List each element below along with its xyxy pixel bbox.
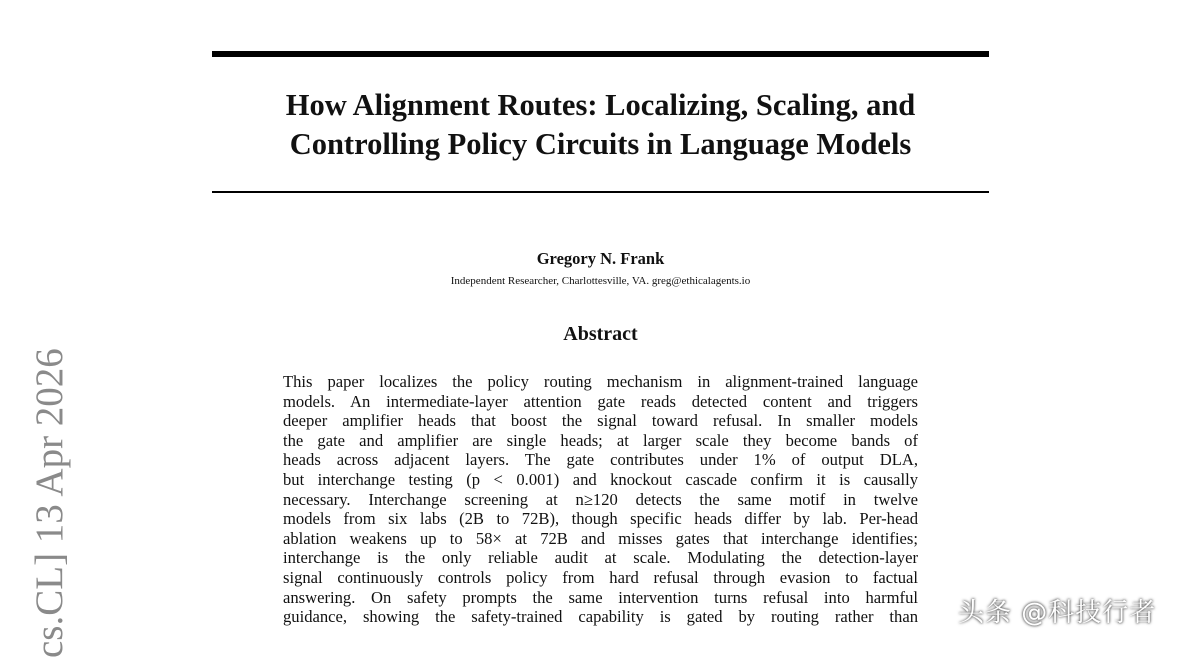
abstract-line: models. An intermediate-layer attention gate reads detected content and triggers xyxy=(283,391,918,411)
abstract-line: signal continuously controls policy from hard refusal through evasion to factual xyxy=(283,567,918,587)
abstract-line: ablation weakens up to 58× at 72B and misses gates that interchange identifies; xyxy=(283,528,918,548)
title-bottom-rule xyxy=(212,191,989,193)
abstract-line: but interchange testing (p < 0.001) and knockout cascade confirm it is causally xyxy=(283,469,918,489)
abstract-line: answering. On safety prompts the same intervention turns refusal into harmful xyxy=(283,587,918,607)
source-watermark: 头条 @科技行者 xyxy=(958,598,1157,628)
abstract-body xyxy=(283,372,918,627)
abstract-line: the gate and amplifier are single heads; at larger scale they become bands of xyxy=(283,430,918,450)
author-name: Gregory N. Frank xyxy=(536,249,665,268)
title-top-rule xyxy=(212,51,989,57)
arxiv-side-stamp: cs.CL] 13 Apr 2026 xyxy=(28,348,71,658)
abstract-line: This paper localizes the policy routing mechanism in alignment-trained language xyxy=(283,372,918,391)
paper-title xyxy=(212,86,989,164)
title-line: Controlling Policy Circuits in Language Models xyxy=(289,127,912,161)
abstract-line: heads across adjacent layers. The gate contributes under 1% of output DLA, xyxy=(283,450,918,470)
author-affiliation: Independent Researcher, Charlottesville, VA. greg@ethicalagents.io xyxy=(450,275,751,287)
abstract-line: necessary. Interchange screening at n≥120 detects the same motif in twelve xyxy=(283,489,918,509)
abstract-heading: Abstract xyxy=(563,323,638,345)
abstract-line: interchange is the only reliable audit at scale. Modulating the detection-layer xyxy=(283,548,918,568)
title-line: How Alignment Routes: Localizing, Scaling, and xyxy=(285,88,916,122)
abstract-line: guidance, showing the safety-trained capability is gated by routing rather than xyxy=(283,607,918,627)
abstract-line: models from six labs (2B to 72B), though specific heads differ by lab. Per-head xyxy=(283,509,918,529)
abstract-line: deeper amplifier heads that boost the signal toward refusal. In smaller models xyxy=(283,411,918,431)
